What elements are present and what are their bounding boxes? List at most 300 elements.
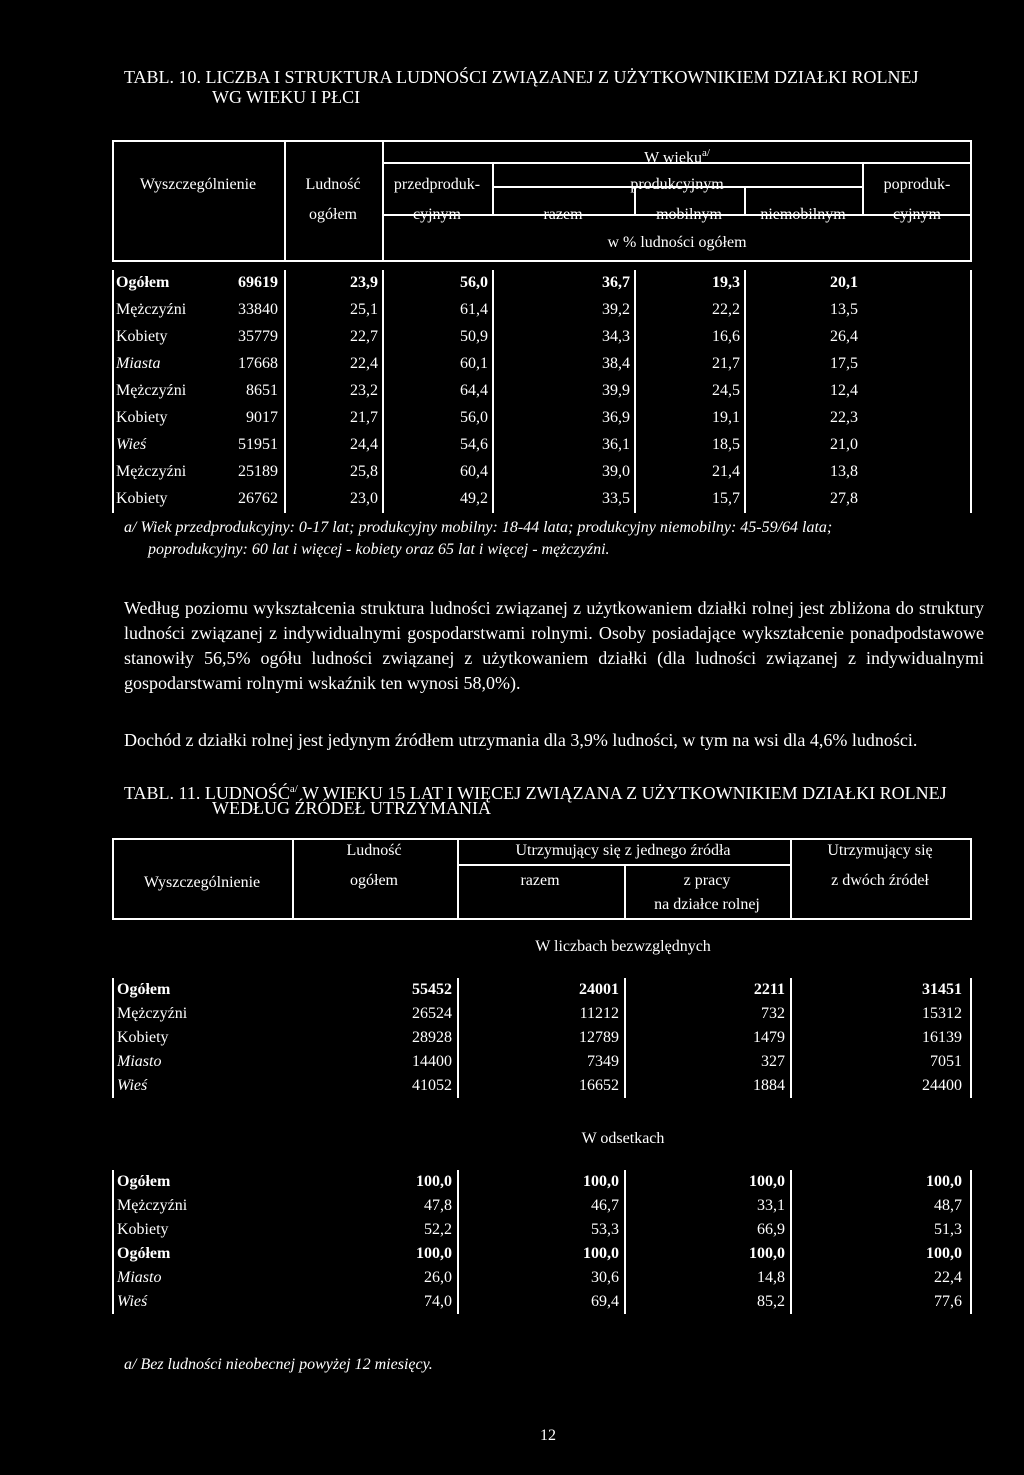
table-cell: 19,3: [712, 274, 740, 291]
table-cell: 39,9: [602, 382, 630, 399]
column-divider: [970, 1002, 972, 1026]
table-cell: 26,0: [424, 1269, 452, 1286]
table-cell: 31451: [922, 981, 962, 998]
column-divider: [624, 1242, 626, 1266]
column-divider: [970, 1290, 972, 1314]
column-divider: [624, 978, 626, 1002]
table-cell: 15,7: [712, 490, 740, 507]
column-divider: [970, 1242, 972, 1266]
table-cell: 33,1: [757, 1197, 785, 1214]
table11-header-z-pracy-2: na działce rolnej: [654, 896, 760, 913]
table11-header-bottom: [112, 918, 972, 920]
table-cell: 14400: [412, 1053, 452, 1070]
table-row: [112, 1050, 972, 1074]
column-divider: [970, 1050, 972, 1074]
table-cell: 15312: [922, 1005, 962, 1022]
column-divider: [284, 432, 286, 459]
row-label: Kobiety: [117, 1221, 169, 1238]
column-divider: [457, 1290, 459, 1314]
column-divider: [970, 978, 972, 1002]
row-label: Wieś: [116, 436, 147, 453]
table-row: [112, 978, 972, 1002]
column-divider: [970, 459, 972, 486]
column-divider: [492, 351, 494, 378]
left-border: [112, 1194, 114, 1218]
column-divider: [624, 1170, 626, 1194]
column-divider: [970, 378, 972, 405]
table11-header-ludnosc: Ludność: [346, 842, 402, 859]
table-cell: 100,0: [583, 1173, 619, 1190]
table-cell: 23,0: [350, 490, 378, 507]
left-border: [112, 297, 114, 324]
column-divider: [492, 405, 494, 432]
table11-header-dwa-zrodla-2: z dwóch źródeł: [831, 872, 929, 889]
column-divider: [457, 1194, 459, 1218]
table-cell: 69,4: [591, 1293, 619, 1310]
table10: [112, 140, 972, 520]
table-cell: 8651: [246, 382, 278, 399]
left-border: [112, 405, 114, 432]
table10-header-ogolem: ogółem: [309, 206, 357, 223]
table-cell: 16139: [922, 1029, 962, 1046]
table11-section-percent: W odsetkach: [581, 1130, 665, 1147]
left-border: [112, 1074, 114, 1098]
table11-header-ogolem: ogółem: [350, 872, 398, 889]
column-divider: [744, 459, 746, 486]
table-cell: 56,0: [460, 274, 488, 291]
table-cell: 18,5: [712, 436, 740, 453]
table-cell: 7349: [587, 1053, 619, 1070]
table11-header-razem: razem: [520, 872, 560, 889]
column-divider: [457, 1074, 459, 1098]
table-cell: 33,5: [602, 490, 630, 507]
column-divider: [634, 351, 636, 378]
left-border: [112, 351, 114, 378]
left-border: [112, 1218, 114, 1242]
row-label: Miasta: [116, 355, 161, 372]
table-cell: 60,4: [460, 463, 488, 480]
table10-header-razem: razem: [543, 206, 583, 223]
left-border: [112, 978, 114, 1002]
table-cell: 54,6: [460, 436, 488, 453]
table-cell: 17668: [238, 355, 278, 372]
column-divider: [634, 378, 636, 405]
table-cell: 52,2: [424, 1221, 452, 1238]
column-divider: [382, 324, 384, 351]
table-cell: 46,7: [591, 1197, 619, 1214]
table-row: [112, 1026, 972, 1050]
table-cell: 11212: [579, 1005, 619, 1022]
table-cell: 48,7: [934, 1197, 962, 1214]
table11-right-border: [970, 838, 972, 918]
table11-left-border: [112, 838, 114, 918]
table-cell: 14,8: [757, 1269, 785, 1286]
table-cell: 100,0: [416, 1245, 452, 1262]
table-cell: 21,7: [350, 409, 378, 426]
table-cell: 74,0: [424, 1293, 452, 1310]
table-cell: 56,0: [460, 409, 488, 426]
table-cell: 22,4: [934, 1269, 962, 1286]
table-cell: 41052: [412, 1077, 452, 1094]
column-divider: [284, 270, 286, 297]
table-cell: 49,2: [460, 490, 488, 507]
table11: [112, 838, 972, 1358]
column-divider: [970, 1170, 972, 1194]
table-cell: 25,1: [350, 301, 378, 318]
table-cell: 21,7: [712, 355, 740, 372]
column-divider: [457, 1002, 459, 1026]
paragraph-1: Według poziomu wykształcenia struktura ludności związanej z użytkowaniem działki rolnej jest zbliżona do struktury ludności związanej z indywidualnymi gospodarstwami rolnymi. Osoby posiadające wykształcenie ponadpodstawowe stanowiły 56,5% ogółu ludności związanej z użytkowaniem działki (dla ludności związanej z indywidualnymi gospodarstwami rolnymi wskaźnik ten wynosi 58,0%).: [124, 598, 984, 693]
table-cell: 20,1: [830, 274, 858, 291]
table-cell: 28928: [412, 1029, 452, 1046]
table-cell: 732: [761, 1005, 785, 1022]
table-cell: 35779: [238, 328, 278, 345]
column-divider: [457, 978, 459, 1002]
footnote-marker: a/: [289, 783, 298, 795]
column-divider: [284, 405, 286, 432]
table-row: [112, 1074, 972, 1098]
column-divider: [744, 378, 746, 405]
column-divider: [492, 432, 494, 459]
left-border: [112, 1290, 114, 1314]
table-cell: 100,0: [926, 1245, 962, 1262]
table-row: [112, 351, 972, 377]
column-divider: [382, 297, 384, 324]
column-divider: [457, 1266, 459, 1290]
column-divider: [970, 486, 972, 513]
column-divider: [634, 432, 636, 459]
row-label: Kobiety: [116, 328, 168, 345]
table11-divider: [790, 838, 792, 918]
column-divider: [634, 459, 636, 486]
column-divider: [790, 1266, 792, 1290]
table-cell: 24001: [579, 981, 619, 998]
column-divider: [744, 270, 746, 297]
page-number: 12: [540, 1427, 556, 1444]
table-cell: 22,7: [350, 328, 378, 345]
table10-header-w-wieku-text: W wieku: [644, 149, 702, 167]
row-label: Kobiety: [117, 1029, 169, 1046]
row-label: Wieś: [117, 1293, 148, 1310]
table10-header-poprod: poproduk-: [883, 176, 951, 193]
table11-section-absolute: W liczbach bezwzględnych: [535, 938, 711, 955]
row-label: Ogółem: [116, 274, 170, 291]
column-divider: [624, 1074, 626, 1098]
table-cell: 24,4: [350, 436, 378, 453]
column-divider: [744, 432, 746, 459]
left-border: [112, 270, 114, 297]
table-cell: 51,3: [934, 1221, 962, 1238]
column-divider: [970, 351, 972, 378]
table-row: [112, 324, 972, 350]
left-border: [112, 1266, 114, 1290]
column-divider: [970, 1074, 972, 1098]
column-divider: [970, 1194, 972, 1218]
table-cell: 34,3: [602, 328, 630, 345]
table-cell: 100,0: [416, 1173, 452, 1190]
table-cell: 7051: [930, 1053, 962, 1070]
footnote-marker: a/: [701, 147, 710, 159]
table-cell: 1884: [753, 1077, 785, 1094]
table11-footnote: a/ Bez ludności nieobecnej powyżej 12 miesięcy.: [124, 1356, 433, 1373]
table10-header-produkcyjnym: produkcyjnym: [630, 176, 724, 193]
column-divider: [970, 432, 972, 459]
table-cell: 47,8: [424, 1197, 452, 1214]
table-cell: 2211: [753, 981, 785, 998]
table10-header-unit: w % ludności ogółem: [607, 234, 747, 251]
column-divider: [624, 1050, 626, 1074]
table11-title-part2: W WIEKU 15 LAT I WIĘCEJ ZWIĄZANA Z UŻYTKOWNIKIEM DZIAŁKI ROLNEJ: [297, 783, 947, 803]
left-border: [112, 324, 114, 351]
column-divider: [744, 324, 746, 351]
table11-title-line2: WEDŁUG ŹRÓDEŁ UTRZYMANIA: [212, 798, 491, 818]
table-cell: 22,2: [712, 301, 740, 318]
table-cell: 85,2: [757, 1293, 785, 1310]
column-divider: [382, 459, 384, 486]
column-divider: [790, 1194, 792, 1218]
column-divider: [492, 459, 494, 486]
table-row: [112, 459, 972, 485]
column-divider: [382, 351, 384, 378]
column-divider: [492, 486, 494, 513]
column-divider: [744, 351, 746, 378]
table-row: [112, 297, 972, 323]
column-divider: [457, 1242, 459, 1266]
table-row: [112, 1266, 972, 1290]
left-border: [112, 1026, 114, 1050]
column-divider: [634, 405, 636, 432]
table-cell: 13,5: [830, 301, 858, 318]
table-cell: 22,4: [350, 355, 378, 372]
column-divider: [634, 486, 636, 513]
column-divider: [790, 1218, 792, 1242]
table-row: [112, 1290, 972, 1314]
column-divider: [790, 978, 792, 1002]
table10-divider: [284, 140, 286, 260]
row-label: Mężczyźni: [116, 382, 187, 399]
column-divider: [970, 1218, 972, 1242]
column-divider: [790, 1290, 792, 1314]
table11-header-z-pracy: z pracy: [683, 872, 731, 889]
table-cell: 12789: [579, 1029, 619, 1046]
table10-header-przedprod-2: cyjnym: [413, 206, 461, 223]
table11-divider: [624, 864, 626, 918]
table-cell: 21,0: [830, 436, 858, 453]
table-cell: 61,4: [460, 301, 488, 318]
table-cell: 39,2: [602, 301, 630, 318]
table-cell: 23,9: [350, 274, 378, 291]
table10-header-przedprod: przedproduk-: [393, 176, 481, 193]
column-divider: [634, 297, 636, 324]
table10-title-line1: TABL. 10. LICZBA I STRUKTURA LUDNOŚCI ZWIĄZANEJ Z UŻYTKOWNIKIEM DZIAŁKI ROLNEJ: [124, 67, 919, 87]
column-divider: [624, 1194, 626, 1218]
table-cell: 19,1: [712, 409, 740, 426]
column-divider: [284, 459, 286, 486]
table-cell: 36,7: [602, 274, 630, 291]
table10-footnote-line1: a/ Wiek przedprodukcyjny: 0-17 lat; produkcyjny mobilny: 18-44 lata; produkcyjny niemobilny: 45-59/64 lata;: [124, 519, 833, 536]
table10-header-ludnosc: Ludność: [305, 176, 361, 193]
table-cell: 9017: [246, 409, 278, 426]
table10-divider: [382, 140, 384, 260]
table10-footnote-line2: poprodukcyjny: 60 lat i więcej - kobiety oraz 65 lat i więcej - mężczyźni.: [148, 541, 610, 558]
table-cell: 16,6: [712, 328, 740, 345]
table-cell: 50,9: [460, 328, 488, 345]
table-cell: 39,0: [602, 463, 630, 480]
table-cell: 33840: [238, 301, 278, 318]
column-divider: [790, 1050, 792, 1074]
table11-title-part1: TABL. 11. LUDNOŚĆ: [124, 783, 290, 803]
table-cell: 36,9: [602, 409, 630, 426]
column-divider: [457, 1170, 459, 1194]
left-border: [112, 1170, 114, 1194]
table10-divider: [492, 162, 494, 214]
table11-divider: [457, 838, 459, 918]
table-cell: 27,8: [830, 490, 858, 507]
table-row: [112, 1170, 972, 1194]
table-cell: 25189: [238, 463, 278, 480]
column-divider: [284, 297, 286, 324]
table-cell: 38,4: [602, 355, 630, 372]
table10-header-w-wieku: [644, 144, 710, 167]
table-row: [112, 1218, 972, 1242]
table10-divider: [744, 186, 746, 214]
column-divider: [492, 324, 494, 351]
table-cell: 26762: [238, 490, 278, 507]
column-divider: [284, 486, 286, 513]
table-cell: 53,3: [591, 1221, 619, 1238]
column-divider: [284, 324, 286, 351]
table-row: [112, 486, 972, 512]
column-divider: [382, 432, 384, 459]
table-row: [112, 1194, 972, 1218]
left-border: [112, 459, 114, 486]
row-label: Miasto: [117, 1269, 162, 1286]
column-divider: [284, 351, 286, 378]
column-divider: [970, 405, 972, 432]
table11-col-label: Wyszczególnienie: [143, 874, 261, 891]
table10-col-label: Wyszczególnienie: [139, 176, 257, 193]
column-divider: [744, 297, 746, 324]
table-row: [112, 1242, 972, 1266]
column-divider: [970, 270, 972, 297]
column-divider: [457, 1050, 459, 1074]
table10-header-mobilnym: mobilnym: [656, 206, 722, 223]
column-divider: [970, 1026, 972, 1050]
table-cell: 64,4: [460, 382, 488, 399]
column-divider: [624, 1026, 626, 1050]
table-row: [112, 432, 972, 458]
column-divider: [744, 405, 746, 432]
column-divider: [634, 324, 636, 351]
table-cell: 22,3: [830, 409, 858, 426]
column-divider: [970, 1266, 972, 1290]
table-cell: 100,0: [749, 1173, 785, 1190]
left-border: [112, 432, 114, 459]
column-divider: [790, 1002, 792, 1026]
table10-title-line2: WG WIEKU I PŁCI: [212, 87, 361, 107]
table-row: [112, 378, 972, 404]
table11-header-dwa-zrodla: Utrzymujący się: [827, 842, 933, 859]
column-divider: [382, 405, 384, 432]
column-divider: [790, 1170, 792, 1194]
row-label: Ogółem: [117, 981, 171, 998]
row-label: Mężczyźni: [117, 1005, 188, 1022]
table-row: [112, 1002, 972, 1026]
row-label: Ogółem: [117, 1245, 171, 1262]
table11-top-border: [112, 838, 972, 840]
left-border: [112, 486, 114, 513]
table-cell: 26,4: [830, 328, 858, 345]
column-divider: [970, 297, 972, 324]
column-divider: [624, 1002, 626, 1026]
table-cell: 21,4: [712, 463, 740, 480]
column-divider: [744, 486, 746, 513]
column-divider: [970, 324, 972, 351]
table-cell: 30,6: [591, 1269, 619, 1286]
table-cell: 55452: [412, 981, 452, 998]
table-cell: 17,5: [830, 355, 858, 372]
table-cell: 24,5: [712, 382, 740, 399]
table-cell: 100,0: [749, 1245, 785, 1262]
left-border: [112, 1050, 114, 1074]
column-divider: [492, 378, 494, 405]
table10-divider: [862, 162, 864, 214]
table10-header-niemobilnym: niemobilnym: [760, 206, 846, 223]
table-cell: 77,6: [934, 1293, 962, 1310]
table-cell: 12,4: [830, 382, 858, 399]
table-cell: 66,9: [757, 1221, 785, 1238]
table-cell: 24400: [922, 1077, 962, 1094]
column-divider: [457, 1218, 459, 1242]
paragraph-2: Dochód z działki rolnej jest jedynym źródłem utrzymania dla 3,9% ludności, w tym na wsi dla 4,6% ludności.: [124, 730, 918, 750]
table-cell: 25,8: [350, 463, 378, 480]
table-cell: 51951: [238, 436, 278, 453]
table-cell: 60,1: [460, 355, 488, 372]
left-border: [112, 378, 114, 405]
left-border: [112, 1242, 114, 1266]
table10-header-bottom: [112, 260, 972, 262]
table-cell: 327: [761, 1053, 785, 1070]
column-divider: [457, 1026, 459, 1050]
table-row: [112, 405, 972, 431]
left-border: [112, 1002, 114, 1026]
column-divider: [790, 1074, 792, 1098]
table10-left-border: [112, 140, 114, 260]
row-label: Miasto: [117, 1053, 162, 1070]
table10-top-border: [112, 140, 972, 142]
row-label: Wieś: [117, 1077, 148, 1094]
column-divider: [634, 270, 636, 297]
table-cell: 26524: [412, 1005, 452, 1022]
column-divider: [284, 378, 286, 405]
table-cell: 13,8: [830, 463, 858, 480]
table10-right-border: [970, 140, 972, 260]
table-cell: 1479: [753, 1029, 785, 1046]
table10-header-poprod-2: cyjnym: [893, 206, 941, 223]
column-divider: [624, 1218, 626, 1242]
row-label: Kobiety: [116, 490, 168, 507]
row-label: Ogółem: [117, 1173, 171, 1190]
table11-header-jedno-zrodlo: Utrzymujący się z jednego źródła: [515, 842, 731, 859]
table-cell: 16652: [579, 1077, 619, 1094]
column-divider: [492, 297, 494, 324]
column-divider: [382, 270, 384, 297]
table-cell: 100,0: [926, 1173, 962, 1190]
column-divider: [790, 1242, 792, 1266]
column-divider: [624, 1290, 626, 1314]
table-cell: 36,1: [602, 436, 630, 453]
table11-divider: [292, 838, 294, 918]
